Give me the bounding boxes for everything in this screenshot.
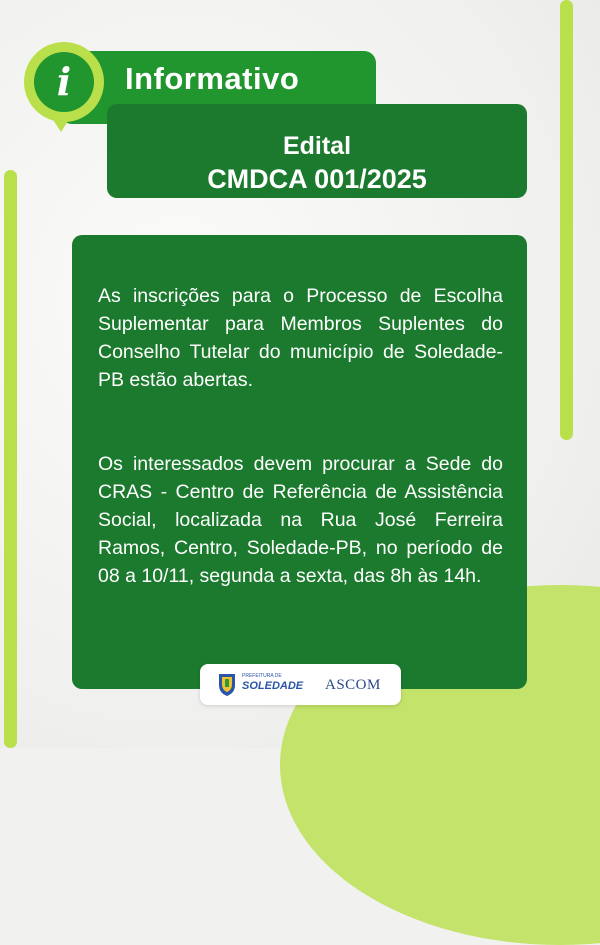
- edital-number: CMDCA 001/2025: [207, 164, 427, 194]
- ascom-logo: ASCOM: [325, 677, 381, 693]
- header-title: Informativo: [125, 61, 300, 96]
- prefeitura-label: PREFEITURA DE: [242, 673, 282, 679]
- announcement-paragraph: As inscrições para o Processo de Escolha Suplementar para Membros Suplentes do Conselho Tutelar do município de Soledade-PB estão abertas.: [98, 285, 503, 391]
- city-crest-icon: [217, 671, 237, 697]
- decorative-bar-right: [560, 0, 573, 440]
- edital-label: Edital: [282, 132, 352, 160]
- info-icon: [24, 42, 104, 122]
- edital-box: [107, 104, 527, 198]
- decorative-bar-left: [4, 170, 17, 748]
- instructions-paragraph: Os interessados devem procurar a Sede do CRAS - Centro de Referência de Assistência Social, localizada na Rua José Ferreira Ramos, Centro, Soledade-PB, no período de 08 a 10/11, segunda a sexta, das 8h às 14h.: [98, 453, 503, 587]
- city-logo-text: SOLEDADE: [242, 680, 304, 692]
- info-glyph: i: [34, 52, 94, 112]
